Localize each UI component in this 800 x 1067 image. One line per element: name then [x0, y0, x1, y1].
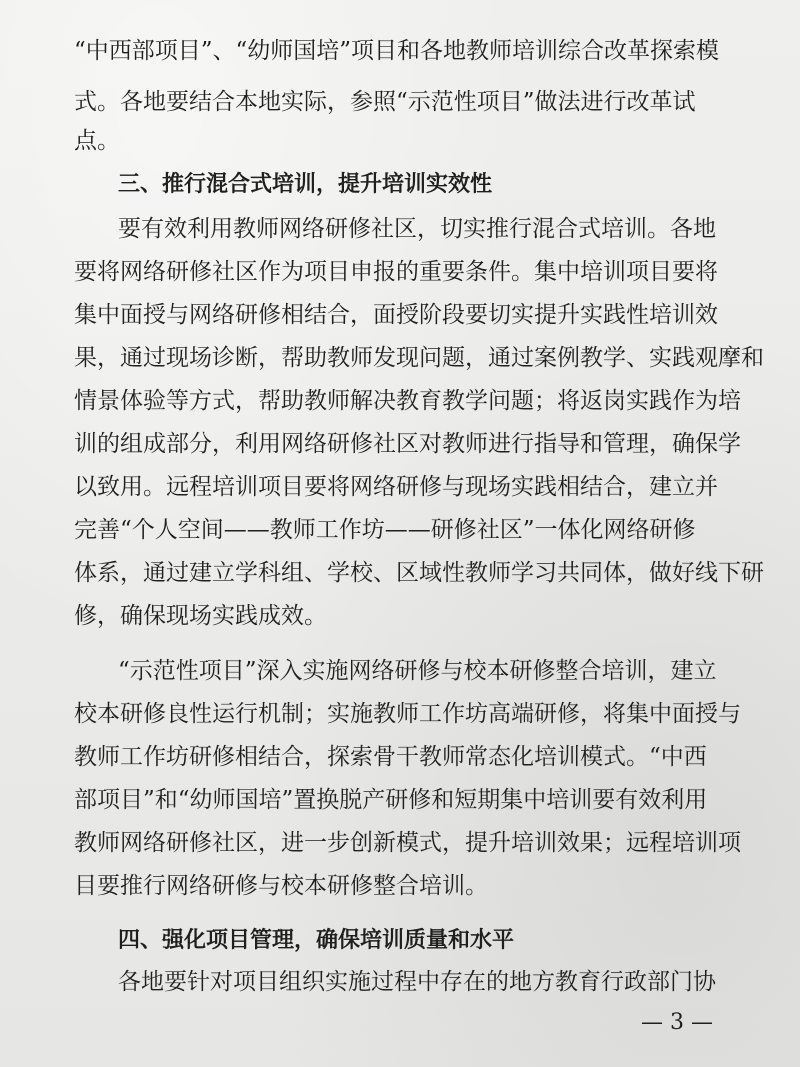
paragraph-line: “示范性项目”深入实施网络研修与校本研修整合培训，建立 — [118, 658, 717, 684]
paragraph-line: 集中面授与网络研修相结合，面授阶段要切实提升实践性培训效 — [74, 302, 718, 328]
paragraph-line: 训的组成部分，利用网络研修社区对教师进行指导和管理，确保学 — [74, 431, 741, 457]
paragraph-line: 点。 — [74, 128, 120, 154]
paragraph-line: 要将网络研修社区作为项目申报的重要条件。集中培训项目要将 — [74, 259, 718, 285]
paragraph-line: 式。各地要结合本地实际，参照“示范性项目”做法进行改革试 — [74, 89, 696, 115]
paragraph-line: 教师网络研修社区，进一步创新模式，提升培训效果；远程培训项 — [74, 830, 741, 856]
page-number: — 3 — — [641, 1010, 713, 1035]
paragraph-line: 目要推行网络研修与校本研修整合培训。 — [74, 873, 488, 899]
paragraph-line: 情景体验等方式，帮助教师解决教育教学问题；将返岗实践作为培 — [74, 388, 741, 414]
paragraph-line: 校本研修良性运行机制；实施教师工作坊高端研修，将集中面授与 — [74, 701, 741, 727]
paragraph-line: 各地要针对项目组织实施过程中存在的地方教育行政部门协 — [118, 969, 716, 995]
paragraph-line: 完善“个人空间——教师工作坊——研修社区”一体化网络研修 — [74, 517, 696, 543]
paragraph-line: “中西部项目”、“幼师国培”项目和各地教师培训综合改革探索模 — [74, 38, 720, 64]
paragraph-line: 教师工作坊研修相结合，探索骨干教师常态化培训模式。“中西 — [74, 744, 707, 770]
paragraph-line: 体系，通过建立学科组、学校、区域性教师学习共同体，做好线下研 — [74, 560, 764, 586]
paragraph-line: 修，确保现场实践成效。 — [74, 603, 327, 629]
paragraph-line: 要有效利用教师网络研修社区，切实推行混合式培训。各地 — [118, 216, 716, 242]
paragraph-line: 果，通过现场诊断，帮助教师发现问题，通过案例教学、实践观摩和 — [74, 345, 764, 371]
paragraph-line: 部项目”和“幼师国培”置换脱产研修和短期集中培训要有效利用 — [74, 787, 708, 813]
paragraph-line: 以致用。远程培训项目要将网络研修与现场实践相结合，建立并 — [74, 474, 718, 500]
section-heading: 四、强化项目管理，确保培训质量和水平 — [118, 928, 515, 953]
section-heading: 三、推行混合式培训，提升培训实效性 — [118, 172, 493, 197]
